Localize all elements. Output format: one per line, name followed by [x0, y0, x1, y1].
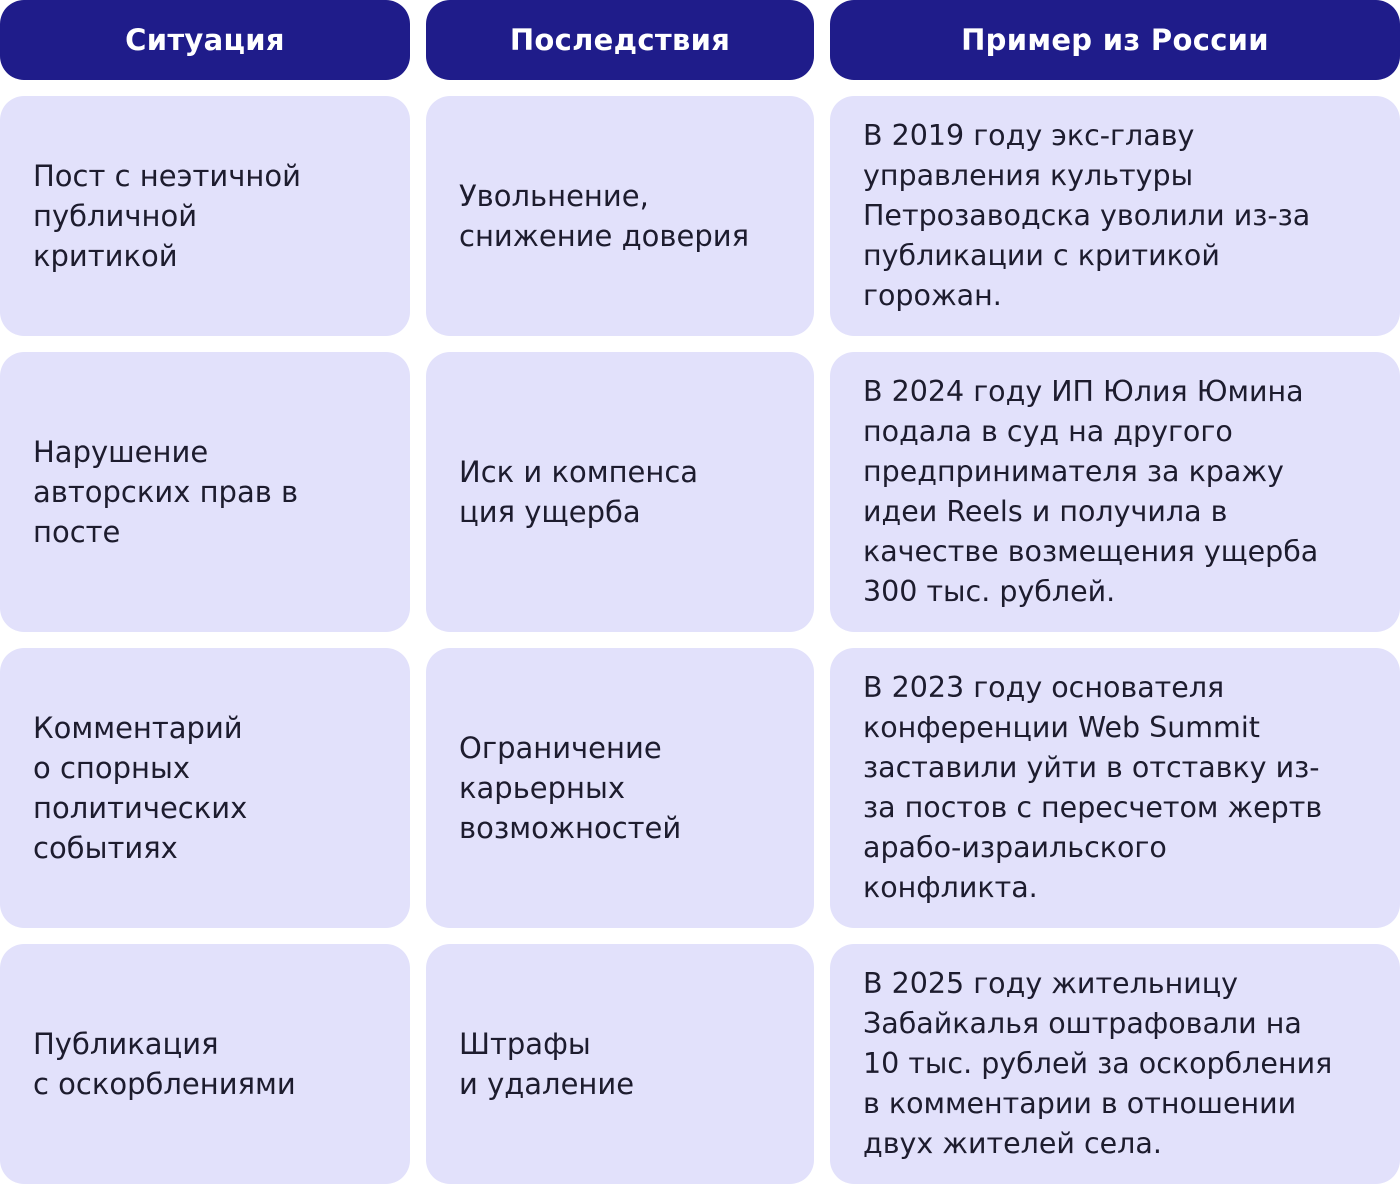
row-2-example-text: В 2024 году ИП Юлия Юмина подала в суд на другого предпринимателя за кражу идеи Reels и получила в качестве возмещения ущерба 300 тыс. рублей.: [863, 375, 1319, 608]
row-2-situation: [0, 352, 410, 632]
row-1-situation-text: Пост с неэтичной публичной критикой: [33, 159, 301, 273]
row-2-example: [830, 352, 1400, 632]
row-1-consequences-text: Увольнение, снижение доверия: [459, 179, 750, 253]
row-2-situation-text: Нарушение авторских прав в посте: [33, 435, 299, 549]
row-4-consequences-text: Штрафы и удаление: [459, 1027, 635, 1101]
row-4-consequences: [426, 944, 814, 1184]
row-4-situation: [0, 944, 410, 1184]
row-2-consequences-text: Иск и компенса ция ущерба: [459, 455, 699, 529]
row-1-example: [830, 96, 1400, 336]
row-2-consequences: [426, 352, 814, 632]
row-1-situation: [0, 96, 410, 336]
row-4-example: [830, 944, 1400, 1184]
row-1-example-text: В 2019 году экс-главу управления культуры Петрозаводска уволили из-за публикации с критикой горожан.: [863, 119, 1311, 312]
row-4-situation-text: Публикация с оскорблениями: [33, 1027, 296, 1101]
row-3-situation: [0, 648, 410, 928]
row-3-example-text: В 2023 году основателя конференции Web Summit заставили уйти в отставку из- за постов с пересчетом жертв арабо-израильского конфликта.: [863, 671, 1323, 904]
row-3-consequences: [426, 648, 814, 928]
header-consequences: Последствия: [426, 0, 814, 80]
header-situation: Ситуация: [0, 0, 410, 80]
row-4-example-text: В 2025 году жительницу Забайкалья оштрафовали на 10 тыс. рублей за оскорбления в комментарии в отношении двух жителей села.: [863, 967, 1333, 1160]
row-3-situation-text: Комментарий о спорных политических событиях: [33, 711, 248, 865]
row-3-consequences-text: Ограничение карьерных возможностей: [459, 731, 682, 845]
row-1-consequences: [426, 96, 814, 336]
row-3-example: [830, 648, 1400, 928]
header-example: Пример из России: [830, 0, 1400, 80]
